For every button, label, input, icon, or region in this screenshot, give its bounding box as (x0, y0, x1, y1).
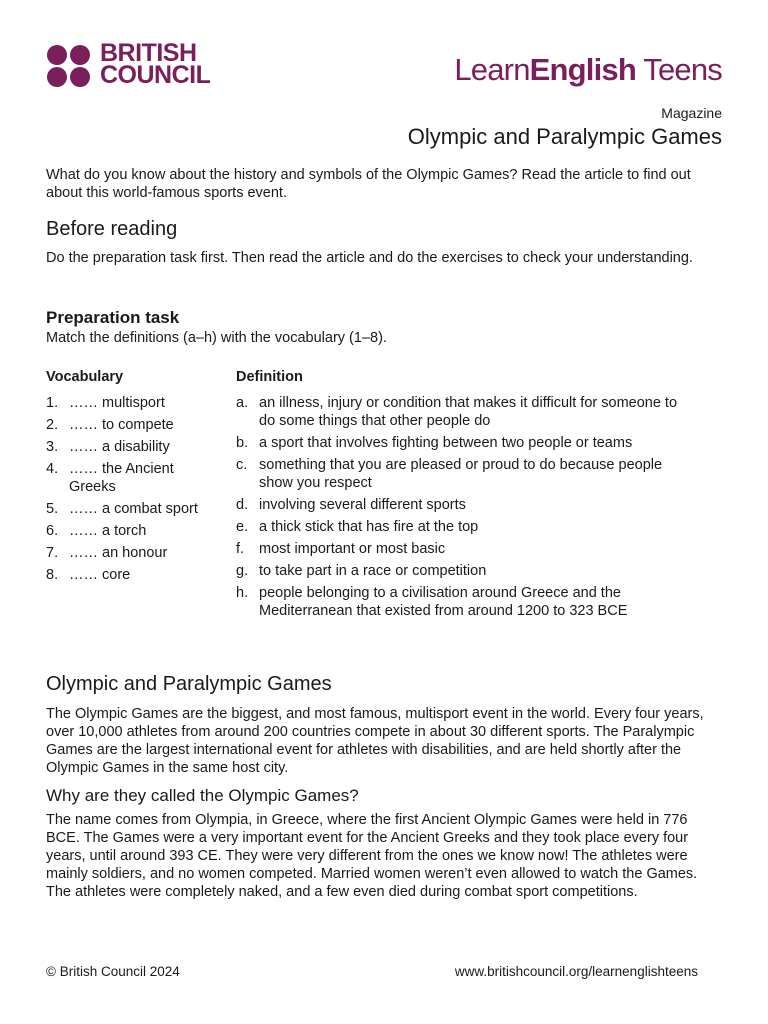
logo-line-1: BRITISH (100, 39, 197, 67)
brand-english: English (529, 52, 637, 87)
article-paragraph-1: The Olympic Games are the biggest, and most famous, multisport event in the world. Every four years, over 10,000 athletes from around 200 countries compete in about 30 different sports. The Paralympic Games are the largest international event for athletes with disabilities, and are held shortly after the Olympic Games in the same host city. (46, 706, 704, 776)
list-item: 3. …… a disability (46, 439, 170, 455)
list-item: 5. …… a combat sport (46, 501, 198, 517)
preparation-instructions: Match the definitions (a–h) with the vocabulary (1–8). (46, 330, 387, 346)
learnenglish-teens-logo (454, 52, 722, 88)
list-item: 2. …… to compete (46, 417, 174, 433)
british-council-logo-text (100, 39, 211, 89)
list-item: 6. …… a torch (46, 523, 147, 539)
section-label: Magazine (661, 105, 722, 121)
intro-paragraph: What do you know about the history and symbols of the Olympic Games? Read the article to find out about this world-famous sports event. (46, 167, 691, 201)
list-item: h. people belonging to a civilisation around Greece and the Mediterranean that existed from around 1200 to 323 BCE (236, 585, 628, 619)
vocabulary-column-heading: Vocabulary (46, 369, 124, 385)
blank-answer[interactable]: …… (69, 523, 98, 539)
blank-answer[interactable]: …… (69, 501, 98, 517)
article-subheading: Why are they called the Olympic Games? (46, 786, 359, 805)
list-item: b. a sport that involves fighting between two people or teams (236, 435, 633, 451)
page-title: Olympic and Paralympic Games (407, 124, 722, 149)
before-reading-text: Do the preparation task first. Then read the article and do the exercises to check your understanding. (46, 250, 693, 266)
british-council-logo-icon (46, 44, 94, 88)
list-item: 4. …… the Ancient Greeks (46, 461, 174, 495)
vocabulary-list (46, 394, 226, 588)
blank-answer[interactable]: …… (69, 417, 98, 433)
before-reading-heading: Before reading (46, 218, 178, 240)
list-item: 7. …… an honour (46, 545, 168, 561)
list-item: c. something that you are pleased or proud to do because people show you respect (236, 457, 663, 491)
article-paragraph-2: The name comes from Olympia, in Greece, where the first Ancient Olympic Games were held in 776 BCE. The Games were a very important event for the Ancient Greeks and they took place every four years, until around 393 CE. They were very different from the ones we know now! The athletes were mainly soldiers, and no women competed. Married women weren’t even allowed to watch the Games. The athletes were completely naked, and a few even died during combat sport competitions. (46, 812, 698, 900)
blank-answer[interactable]: …… (69, 567, 98, 583)
footer-url-link[interactable]: www.britishcouncil.org/learnenglishteens (454, 964, 698, 979)
list-item: a. an illness, injury or condition that makes it difficult for someone to do some things that other people do (236, 395, 678, 429)
list-item: 8. …… core (46, 567, 131, 583)
list-item: f. most important or most basic (236, 541, 446, 557)
definition-column-heading: Definition (236, 369, 303, 385)
brand-teens: Teens (636, 52, 722, 87)
footer-copyright: © British Council 2024 (46, 964, 180, 979)
blank-answer[interactable]: …… (69, 439, 98, 455)
list-item: 1. …… multisport (46, 395, 165, 411)
blank-answer[interactable]: …… (69, 395, 98, 411)
list-item: d. involving several different sports (236, 497, 466, 513)
preparation-task-heading: Preparation task (46, 308, 180, 327)
list-item: e. a thick stick that has fire at the top (236, 519, 479, 535)
brand-learn: Learn (454, 52, 530, 87)
definition-list (236, 394, 696, 624)
article-heading: Olympic and Paralympic Games (46, 673, 332, 695)
blank-answer[interactable]: …… (69, 545, 98, 561)
blank-answer[interactable]: …… (69, 461, 98, 477)
list-item: g. to take part in a race or competition (236, 563, 487, 579)
logo-line-2: COUNCIL (100, 61, 211, 89)
